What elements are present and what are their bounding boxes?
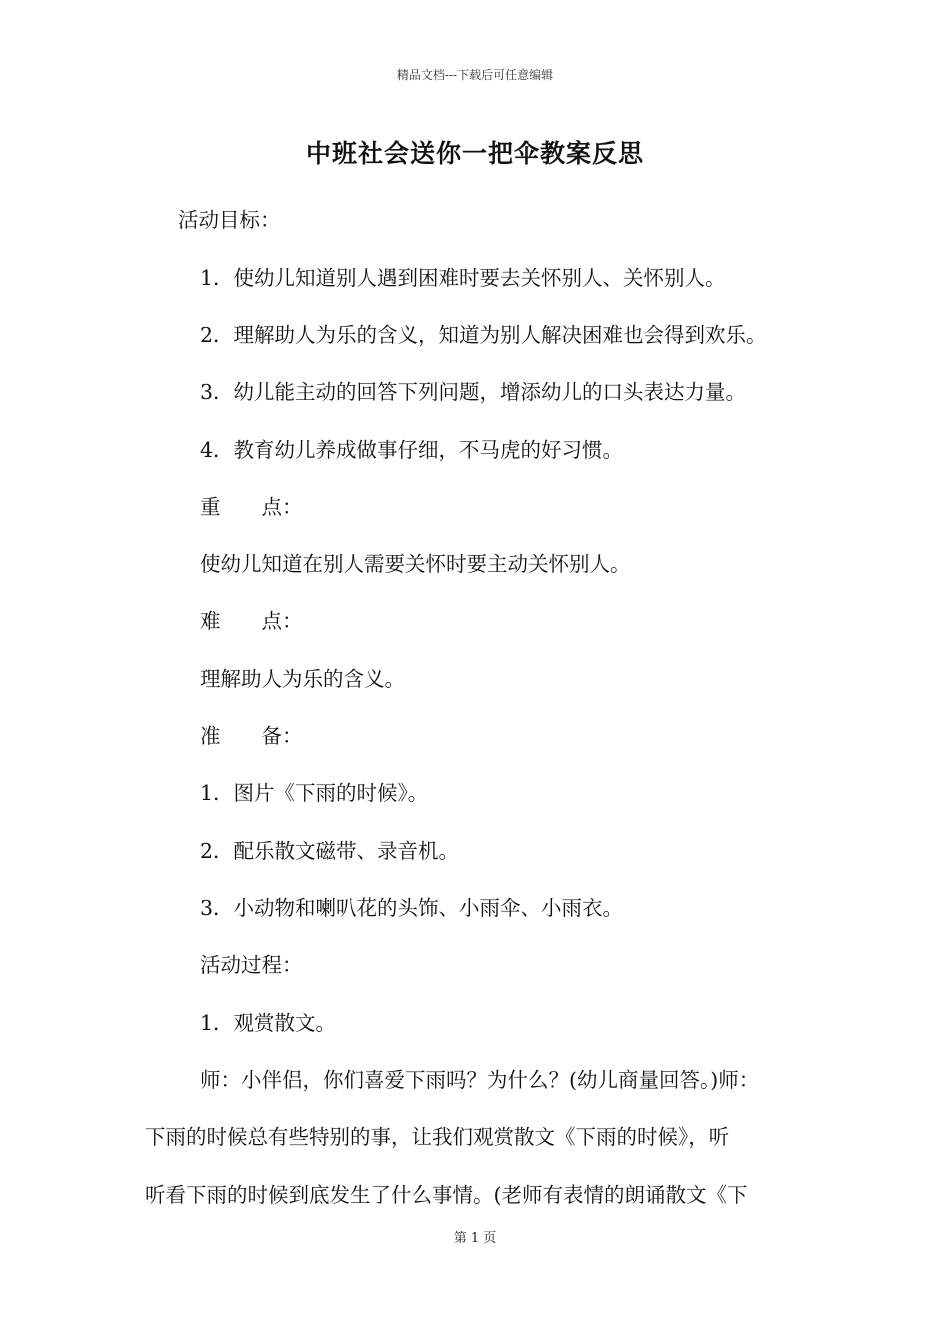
- preparation-item-3: 3．小动物和喇叭花的头饰、小雨伞、小雨衣。: [200, 896, 624, 920]
- preparation-item-1: 1．图片《下雨的时候》。: [200, 781, 429, 805]
- paragraph-line: 师：小伴侣，你们喜爱下雨吗？为什么？(幼儿商量回答。)师：: [200, 1068, 760, 1092]
- objective-item-4: 4．教育幼儿养成做事仔细，不马虎的好习惯。: [200, 438, 624, 462]
- page-header: 精品文档---下载后可任意编辑: [396, 68, 554, 82]
- section-heading-process: 活动过程：: [200, 953, 303, 977]
- page-number: 第 1 页: [453, 1231, 497, 1246]
- key-points-text: 使幼儿知道在别人需要关怀时要主动关怀别人。: [200, 552, 631, 576]
- paragraph-line: 听看下雨的时候到底发生了什么事情。(老师有表情的朗诵散文《下: [145, 1183, 748, 1207]
- document-title: 中班社会送你一把伞教案反思: [305, 139, 644, 168]
- difficulties-text: 理解助人为乐的含义。: [200, 667, 405, 691]
- section-heading-objectives: 活动目标：: [178, 208, 281, 232]
- objective-item-3: 3．幼儿能主动的回答下列问题，增添幼儿的口头表达力量。: [200, 380, 747, 404]
- section-heading-preparation: 准 备：: [200, 724, 303, 748]
- objective-item-1: 1．使幼儿知道别人遇到困难时要去关怀别人、关怀别人。: [200, 266, 726, 290]
- objective-item-2: 2．理解助人为乐的含义，知道为别人解决困难也会得到欢乐。: [200, 323, 767, 347]
- paragraph-line: 下雨的时候总有些特别的事，让我们观赏散文《下雨的时候》，听: [145, 1125, 730, 1149]
- section-heading-difficulties: 难 点：: [200, 609, 303, 633]
- preparation-item-2: 2．配乐散文磁带、录音机。: [200, 839, 460, 863]
- section-heading-key-points: 重 点：: [200, 495, 303, 519]
- process-step-1: 1．观赏散文。: [200, 1011, 337, 1035]
